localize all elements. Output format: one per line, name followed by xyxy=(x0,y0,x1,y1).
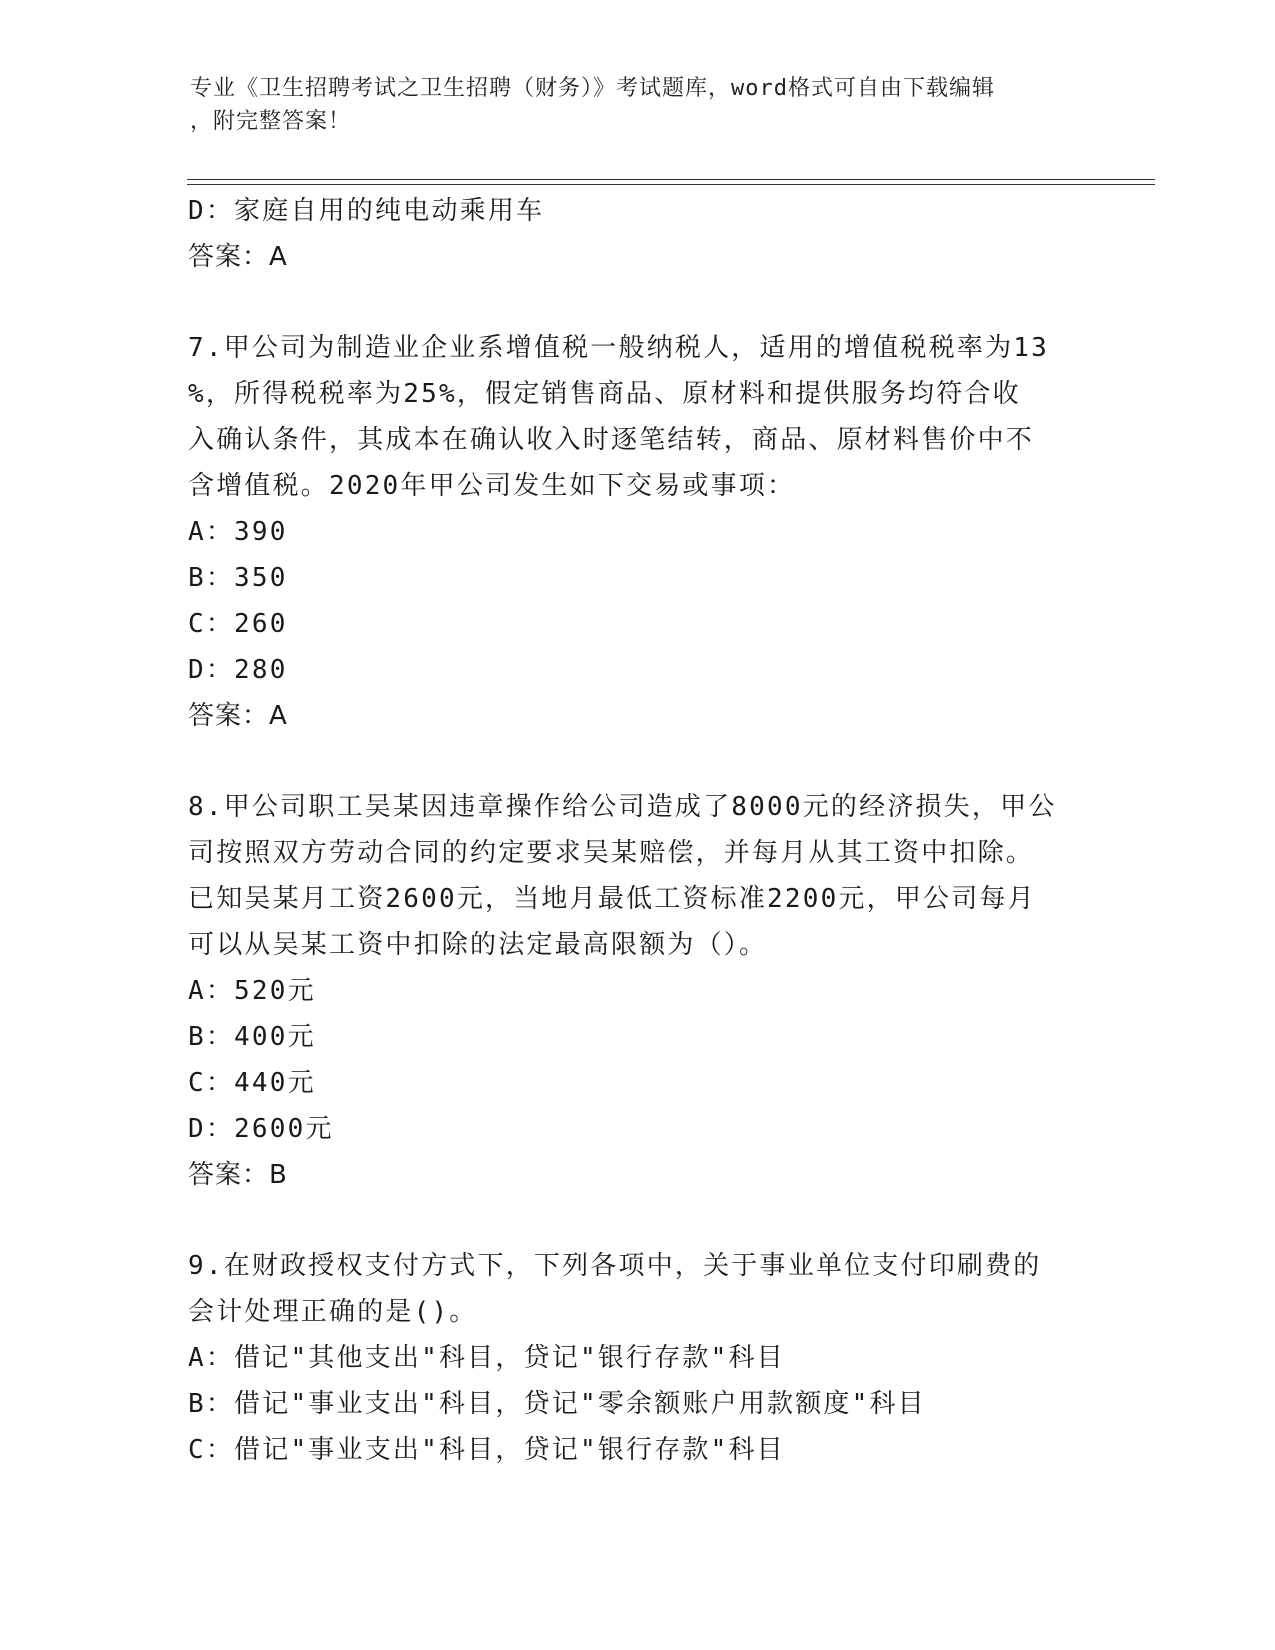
option-d: D：家庭自用的纯电动乘用车 xyxy=(188,196,545,226)
header-rule-bottom xyxy=(187,184,1155,185)
question-9 xyxy=(188,1243,1088,1473)
header-rule-top xyxy=(187,179,1155,180)
question-text-line: 司按照双方劳动合同的约定要求吴某赔偿，并每月从其工资中扣除。 xyxy=(188,838,1035,868)
question-text-line: %，所得税税率为25%，假定销售商品、原材料和提供服务均符合收 xyxy=(188,379,1021,409)
option-d: D：2600元 xyxy=(188,1114,334,1144)
option-c: C：260 xyxy=(188,609,288,639)
question-text-line: 7.甲公司为制造业企业系增值税一般纳税人，适用的增值税税率为13 xyxy=(188,333,1050,363)
option-b: B：350 xyxy=(188,563,288,593)
header-line-1: 专业《卫生招聘考试之卫生招聘（财务）》考试题库，word格式可自由下载编辑 xyxy=(190,76,995,101)
question-7 xyxy=(188,325,1088,739)
answer-line: 答案：A xyxy=(188,701,288,731)
page-header xyxy=(190,72,1090,138)
option-d: D：280 xyxy=(188,655,288,685)
question-spacer xyxy=(188,1198,1088,1243)
option-a: A：390 xyxy=(188,517,288,547)
question-spacer xyxy=(188,739,1088,784)
document-body xyxy=(188,188,1088,1473)
question-text-line: 9.在财政授权支付方式下，下列各项中，关于事业单位支付印刷费的 xyxy=(188,1251,1042,1281)
question-spacer xyxy=(188,280,1088,325)
option-a: A：520元 xyxy=(188,976,316,1006)
header-line-2: ，附完整答案！ xyxy=(190,109,352,134)
question-text-line: 入确认条件，其成本在确认收入时逐笔结转，商品、原材料售价中不 xyxy=(188,425,1035,455)
question-text-line: 含增值税。2020年甲公司发生如下交易或事项： xyxy=(188,471,796,501)
question-text-line: 会计处理正确的是()。 xyxy=(188,1297,478,1327)
option-a: A：借记"其他支出"科目，贷记"银行存款"科目 xyxy=(188,1343,785,1373)
option-b: B：400元 xyxy=(188,1022,316,1052)
question-text-line: 8.甲公司职工吴某因违章操作给公司造成了8000元的经济损失，甲公 xyxy=(188,792,1057,822)
question-text-line: 已知吴某月工资2600元，当地月最低工资标准2200元，甲公司每月 xyxy=(188,884,1036,914)
question-8 xyxy=(188,784,1088,1198)
question-text-line: 可以从吴某工资中扣除的法定最高限额为（）。 xyxy=(188,930,768,960)
option-c: C：440元 xyxy=(188,1068,316,1098)
option-b: B：借记"事业支出"科目，贷记"零余额账户用款额度"科目 xyxy=(188,1389,926,1419)
answer-line: 答案：B xyxy=(188,1160,288,1190)
option-c: C：借记"事业支出"科目，贷记"银行存款"科目 xyxy=(188,1435,785,1465)
answer-line: 答案：A xyxy=(188,242,288,272)
